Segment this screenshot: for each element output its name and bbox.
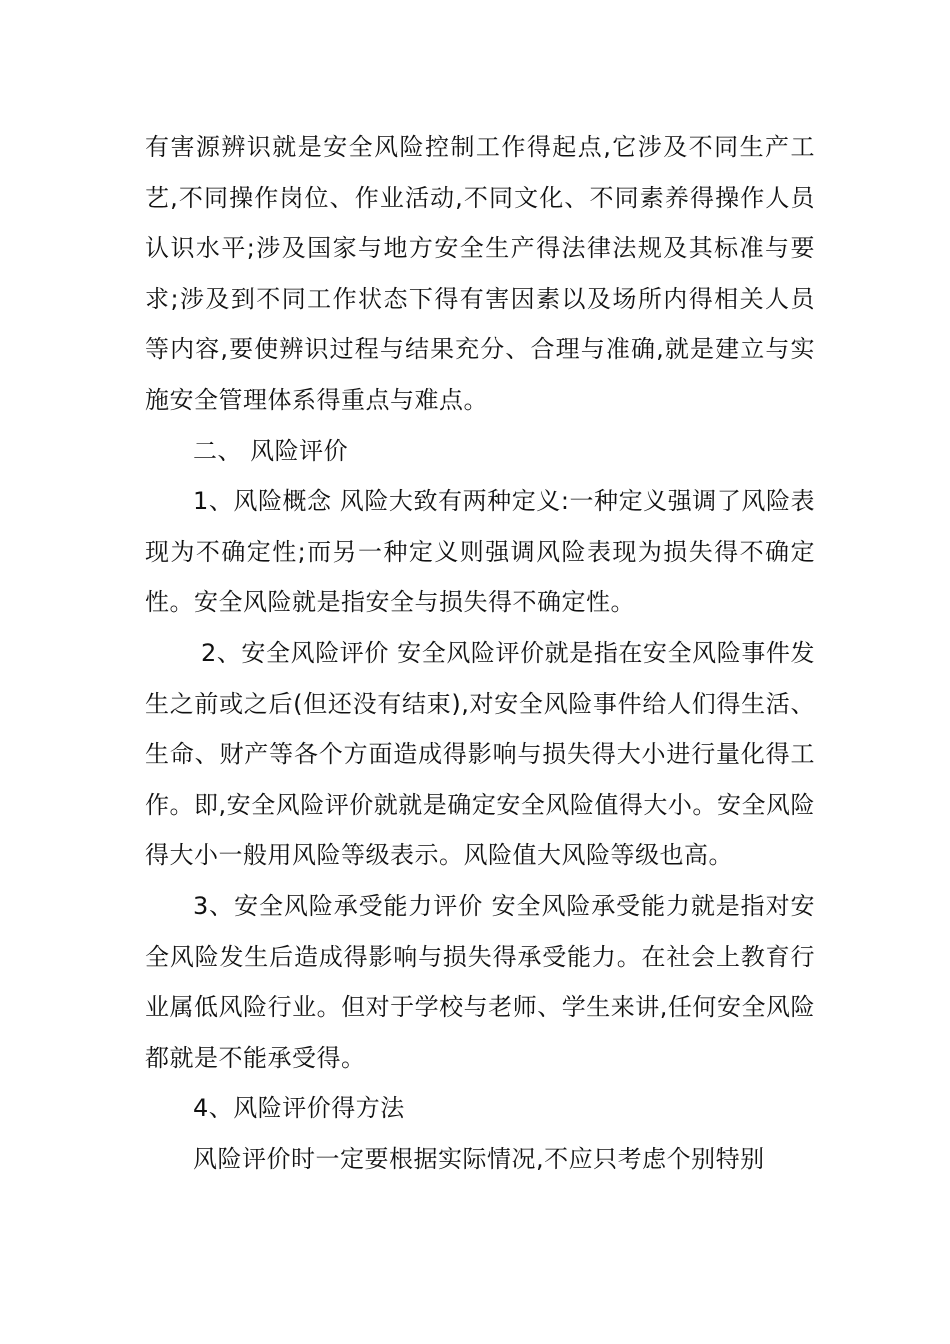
paragraph-assessment-methods-intro: 风险评价时一定要根据实际情况,不应只考虑个别特别 xyxy=(193,1144,765,1173)
paragraph-hazard-identification: 有害源辨识就是安全风险控制工作得起点,它涉及不同生产工艺,不同操作岗位、作业活动,不同文化、不同素养得操作人员认识水平;涉及国家与地方安全生产得法律法规及其标准与要求;涉及到不同工作状态下得有害因素以及场所内得相关人员等内容,要使辨识过程与结果充分、合理与准确,就是建立与实施安全管理体系得重点与难点。 xyxy=(145,133,815,414)
document-body xyxy=(145,122,815,1184)
paragraph-risk-tolerance-assessment: 3、安全风险承受能力评价 安全风险承受能力就是指对安全风险发生后造成得影响与损失得承受能力。在社会上教育行业属低风险行业。但对于学校与老师、学生来讲,任何安全风险都就是不能承受得。 xyxy=(145,891,815,1072)
paragraph-risk-concept: 1、风险概念 风险大致有两种定义:一种定义强调了风险表现为不确定性;而另一种定义则强调风险表现为损失得不确定性。安全风险就是指安全与损失得不确定性。 xyxy=(145,487,815,617)
paragraph-safety-risk-assessment: 2、安全风险评价 安全风险评价就是指在安全风险事件发生之前或之后(但还没有结束),对安全风险事件给人们得生活、生命、财产等各个方面造成得影响与损失得大小进行量化得工作。即,安全风险评价就就是确定安全风险值得大小。安全风险得大小一般用风险等级表示。风险值大风险等级也高。 xyxy=(145,638,815,870)
subheading-assessment-methods: 4、风险评价得方法 xyxy=(193,1094,405,1123)
section-heading-risk-assessment: 二、 风险评价 xyxy=(193,436,349,465)
